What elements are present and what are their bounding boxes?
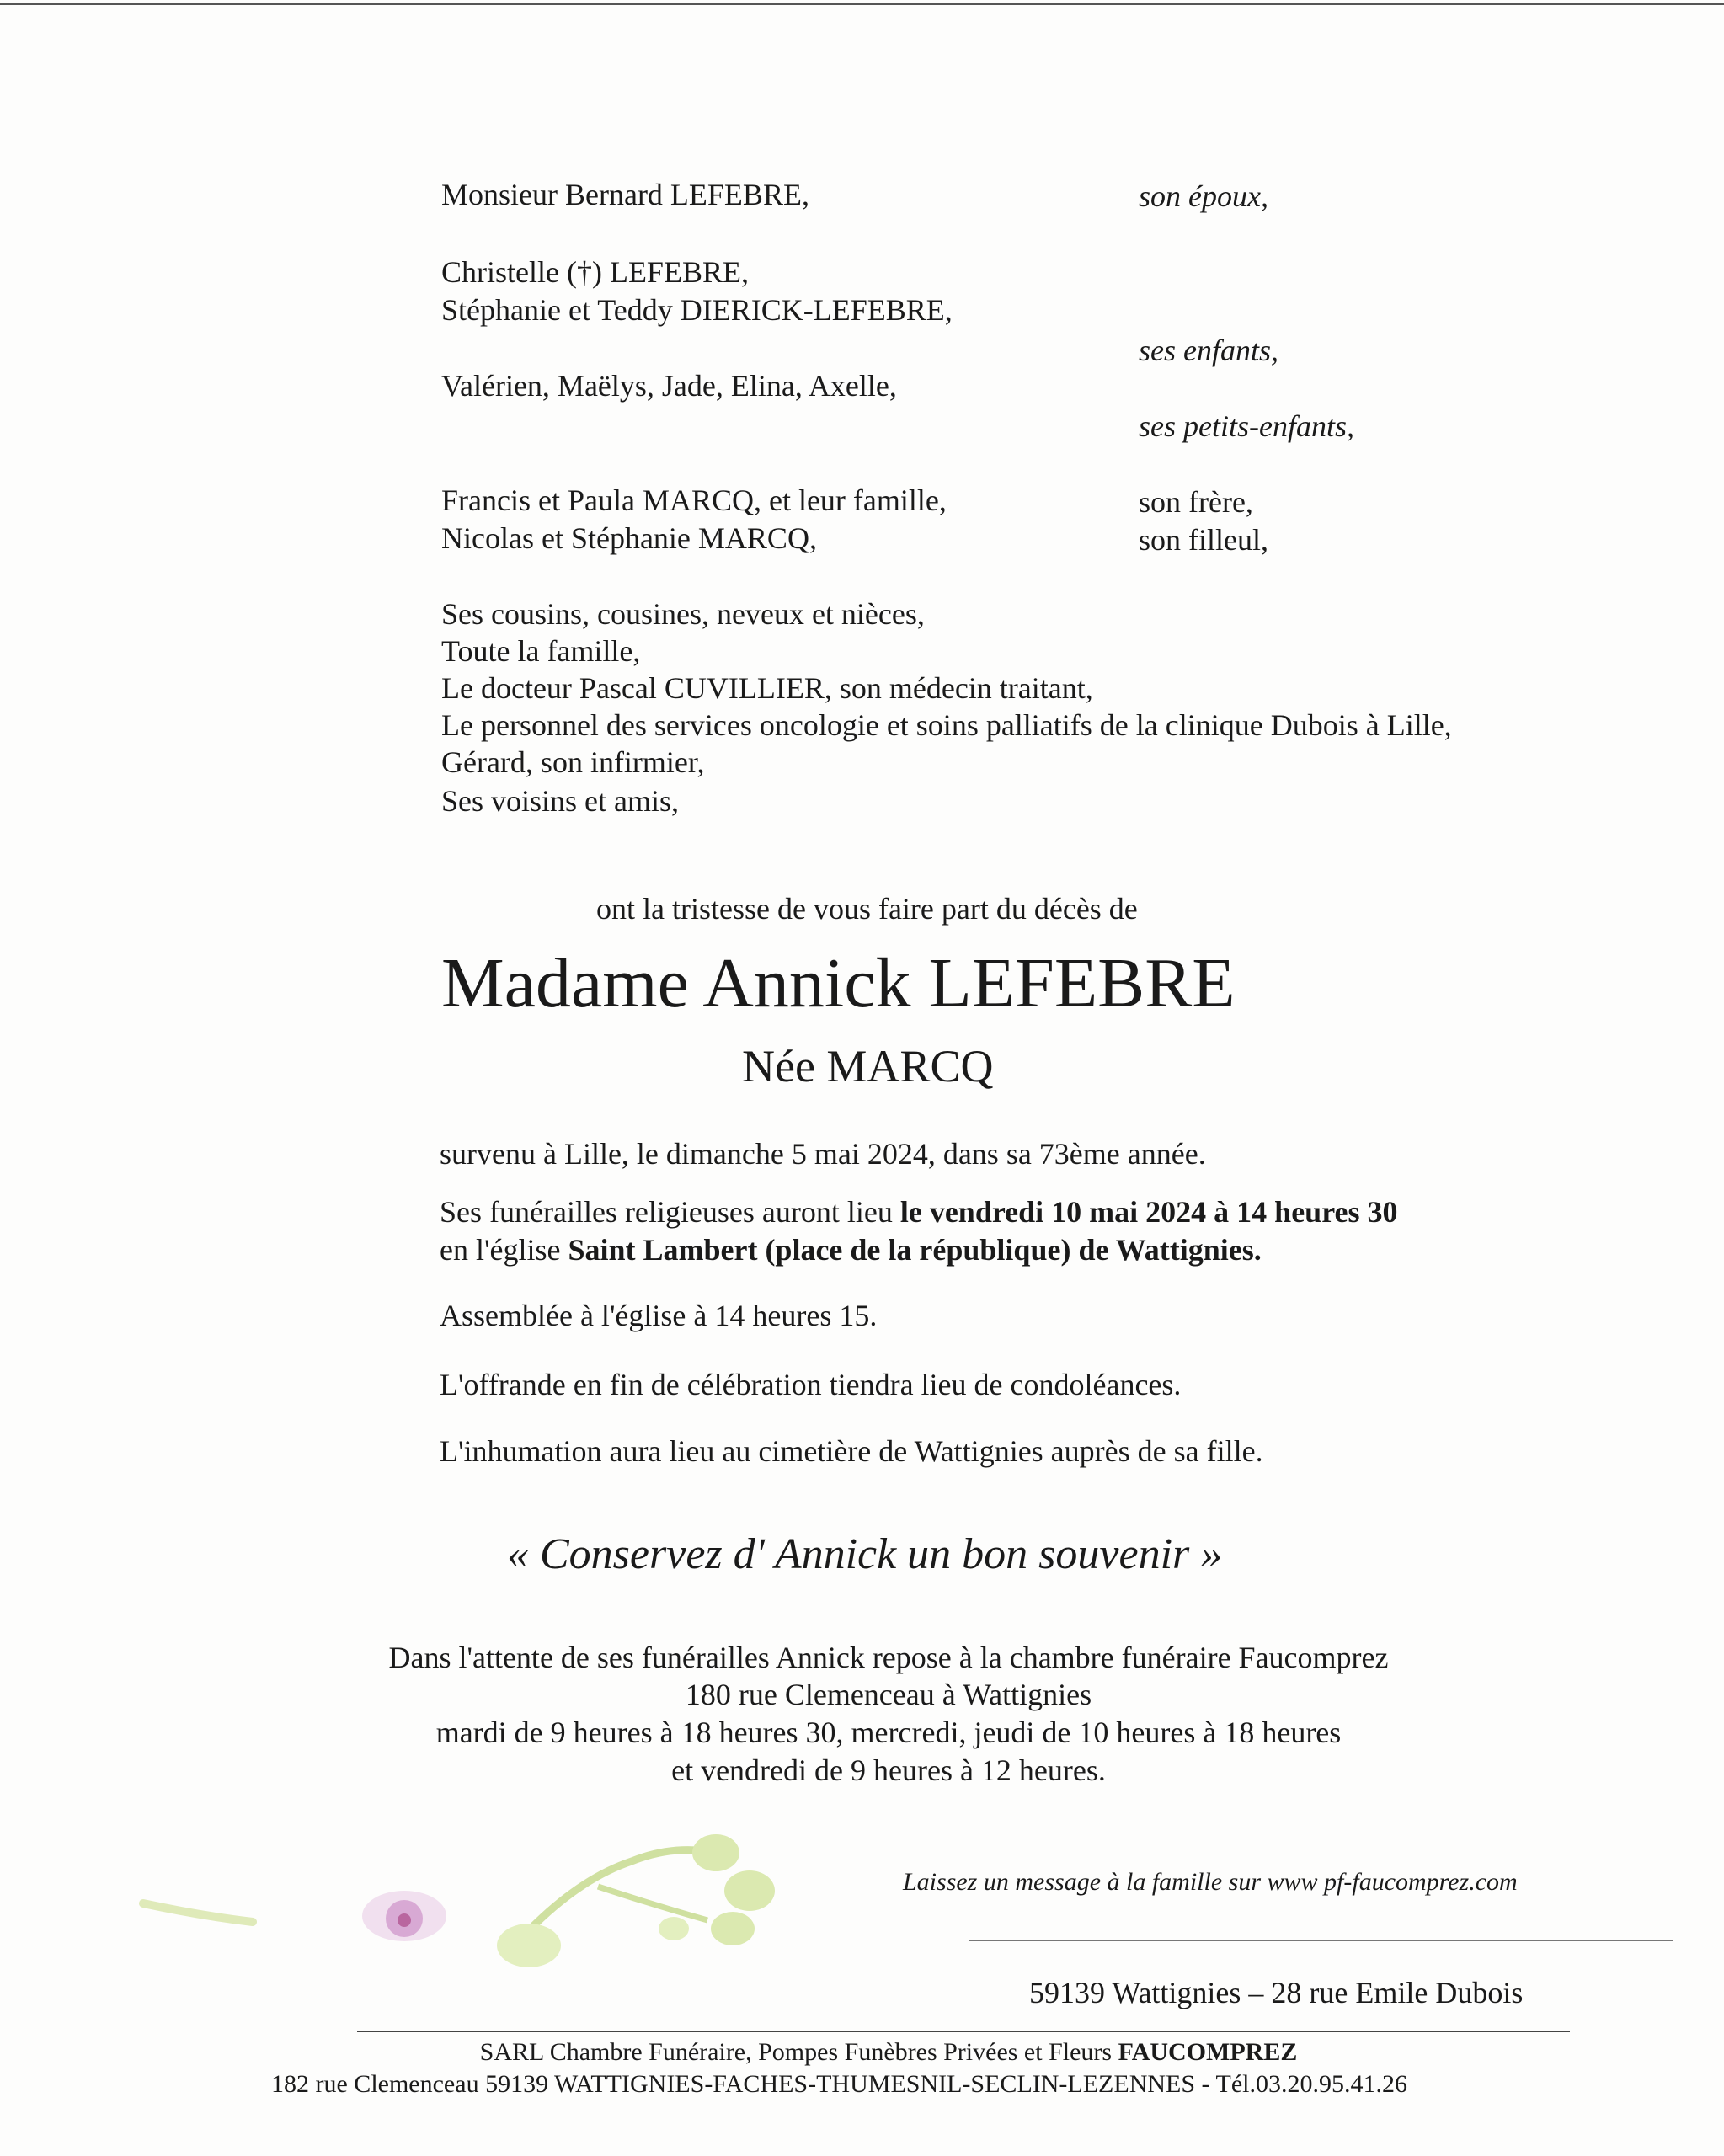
funeral-text-1: Ses funérailles religieuses auront lieu	[440, 1195, 900, 1229]
rest-line-3: mardi de 9 heures à 18 heures 30, mercredi, jeudi de 10 heures à 18 heures	[435, 1716, 1342, 1749]
others-line-5: Gérard, son infirmier,	[441, 745, 705, 779]
children-relation: ses enfants,	[1139, 334, 1278, 367]
child-1: Christelle (†) LEFEBRE,	[441, 255, 749, 289]
burial: L'inhumation aura lieu au cimetière de Wattignies auprès de sa fille.	[440, 1434, 1263, 1468]
top-border	[0, 3, 1724, 5]
others-line-3: Le docteur Pascal CUVILLIER, son médecin traitant,	[441, 671, 1093, 705]
funeral-home-address: 59139 Wattignies – 28 rue Emile Dubois	[1029, 1976, 1524, 2009]
announcement: ont la tristesse de vous faire part du décès de	[596, 892, 1138, 926]
godson-relation: son filleul,	[1139, 523, 1268, 557]
funeral-line-1	[440, 1193, 1398, 1230]
memorial-quote: « Conservez d' Annick un bon souvenir »	[507, 1530, 1223, 1578]
company-line	[0, 2038, 1724, 2067]
brother-relation: son frère,	[1139, 485, 1253, 519]
maiden-name: Née MARCQ	[742, 1041, 994, 1091]
grandchildren-relation: ses petits-enfants,	[1139, 409, 1354, 443]
assembly-time: Assemblée à l'église à 14 heures 15.	[440, 1299, 878, 1332]
others-line-6: Ses voisins et amis,	[441, 784, 680, 818]
godson: Nicolas et Stéphanie MARCQ,	[441, 521, 817, 555]
rest-line-4: et vendredi de 9 heures à 12 heures.	[671, 1753, 1106, 1787]
others-line-1: Ses cousins, cousines, neveux et nièces,	[441, 597, 925, 631]
spouse-name: Monsieur Bernard LEFEBRE,	[441, 178, 809, 211]
deceased-name: Madame Annick LEFEBRE	[441, 944, 1236, 1022]
divider-top	[969, 1940, 1673, 1941]
funeral-line-2	[440, 1231, 1262, 1268]
company-contact: 182 rue Clemenceau 59139 WATTIGNIES-FACHES-THUMESNIL-SECLIN-LEZENNES - Tél.03.20.95.41.26	[271, 2070, 1407, 2098]
orchid-illustration	[126, 1828, 817, 1996]
death-details: survenu à Lille, le dimanche 5 mai 2024, dans sa 73ème année.	[440, 1137, 1206, 1171]
rest-line-1: Dans l'attente de ses funérailles Annick repose à la chambre funéraire Faucomprez	[388, 1641, 1389, 1674]
others-line-4: Le personnel des services oncologie et soins palliatifs de la clinique Dubois à Lille,	[441, 708, 1452, 742]
funeral-place: Saint Lambert (place de la république) de Wattignies.	[568, 1233, 1262, 1267]
others-line-2: Toute la famille,	[441, 634, 641, 668]
brother: Francis et Paula MARCQ, et leur famille,	[441, 483, 947, 517]
company-brand: FAUCOMPREZ	[1118, 2038, 1298, 2066]
divider-footer	[357, 2031, 1570, 2032]
child-2: Stéphanie et Teddy DIERICK-LEFEBRE,	[441, 293, 953, 327]
rest-line-2: 180 rue Clemenceau à Wattignies	[685, 1678, 1092, 1711]
funeral-date: le vendredi 10 mai 2024 à 14 heures 30	[899, 1195, 1398, 1229]
spouse-relation: son époux,	[1139, 179, 1268, 213]
funeral-text-2: en l'église	[440, 1233, 568, 1267]
grandchildren: Valérien, Maëlys, Jade, Elina, Axelle,	[441, 369, 897, 403]
offering: L'offrande en fin de célébration tiendra lieu de condoléances.	[440, 1368, 1182, 1401]
website-message: Laissez un message à la famille sur www pf-faucomprez.com	[903, 1868, 1518, 1896]
company-name: SARL Chambre Funéraire, Pompes Funèbres Privées et Fleurs	[479, 2038, 1118, 2066]
